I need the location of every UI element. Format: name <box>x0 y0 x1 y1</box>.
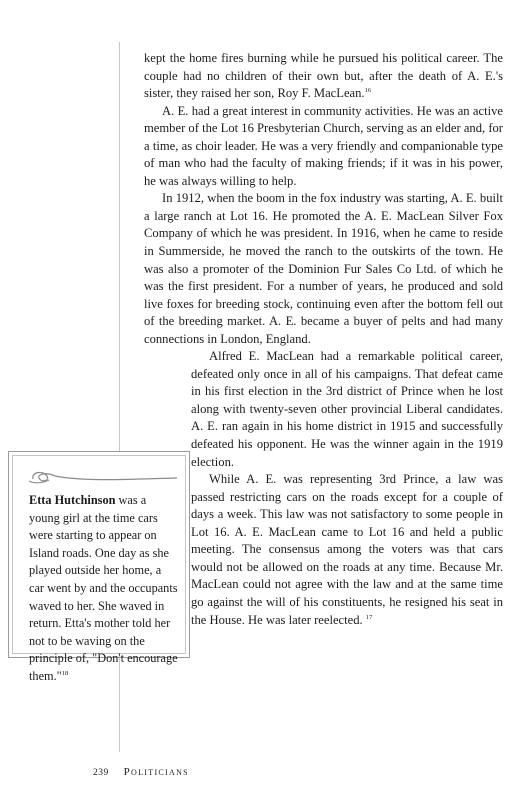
section-title: Politicians <box>123 766 189 778</box>
flourish-ornament <box>25 468 180 486</box>
paragraph-3: In 1912, when the boom in the fox industry was starting, A. E. built a large ranch at Lot 16. He promoted the A. E. MacLean Silver Fox Company of which he was president. In 1916, when he came to reside in Summerside, he moved the ranch to the outskirts of the town. He was also a promoter of the Dominion Fur Sales Co Ltd. of which he was the first president. For a number of years, he produced and sold live foxes for breeding stock, continuing even after the bottom fell out of the breeding market. A. E. became a buyer of pelts and had many connections in London, England. <box>144 191 503 346</box>
main-text <box>144 50 503 724</box>
sidebar-box <box>8 451 190 683</box>
paragraph-5: While A. E. was representing 3rd Prince, a law was passed restricting cars on the roads except for a couple of days a week. This law was not satisfactory to some people in Lot 16. A. E. MacLean came to Lot 16 and held a public meeting. The consensus among the voters was that cars would not be allowed on the roads at any time. Because Mr. MacLean could not agree with the law and at the same time go against the will of his constituents, he resigned his seat in the House. He was later reelected. $^{17}$ <box>191 472 503 627</box>
paragraph-4: Alfred E. MacLean had a remarkable political career, defeated only once in all of his campaigns. That defeat came in his first election in the 3rd district of Prince when he lost along with twenty-seven other provincial Liberal candidates. A. E. ran again in his home district in 1915 and successfully defeated his opponent. He was the winner again in the 1919 election. <box>191 349 503 469</box>
paragraph-2: A. E. had a great interest in community activities. He was an active member of the Lot 16 Presbyterian Church, serving as an elder and, for a time, as choir leader. He was a very friendly and companionable type of man who had the faculty of making friends; if it was in his power, he was always willing to help. <box>144 103 503 188</box>
footnote-ref-17: 17 <box>365 613 373 621</box>
footnote-ref-18: 18 <box>61 669 69 677</box>
sidebar-name: Etta Hutchinson <box>29 493 116 507</box>
page-number: 239 <box>93 768 109 778</box>
footnote-ref-16: 16 <box>364 86 372 94</box>
page-footer <box>93 766 189 778</box>
paragraph-1: kept the home fires burning while he pursued his political career. The couple had no children of their own but, after the death of A. E.'s sister, they raised her son, Roy F. MacLean.$^{16}$ <box>144 51 503 101</box>
sidebar-text: Etta Hutchinson was a young girl at the time cars were starting to appear on Island roads. One day as she played outside her home, a car went by and the occupants waved to her. She waved in return. Etta's mother told her not to be waving on the principle of, "Don't encourage them."$^{18}$ <box>29 493 178 683</box>
